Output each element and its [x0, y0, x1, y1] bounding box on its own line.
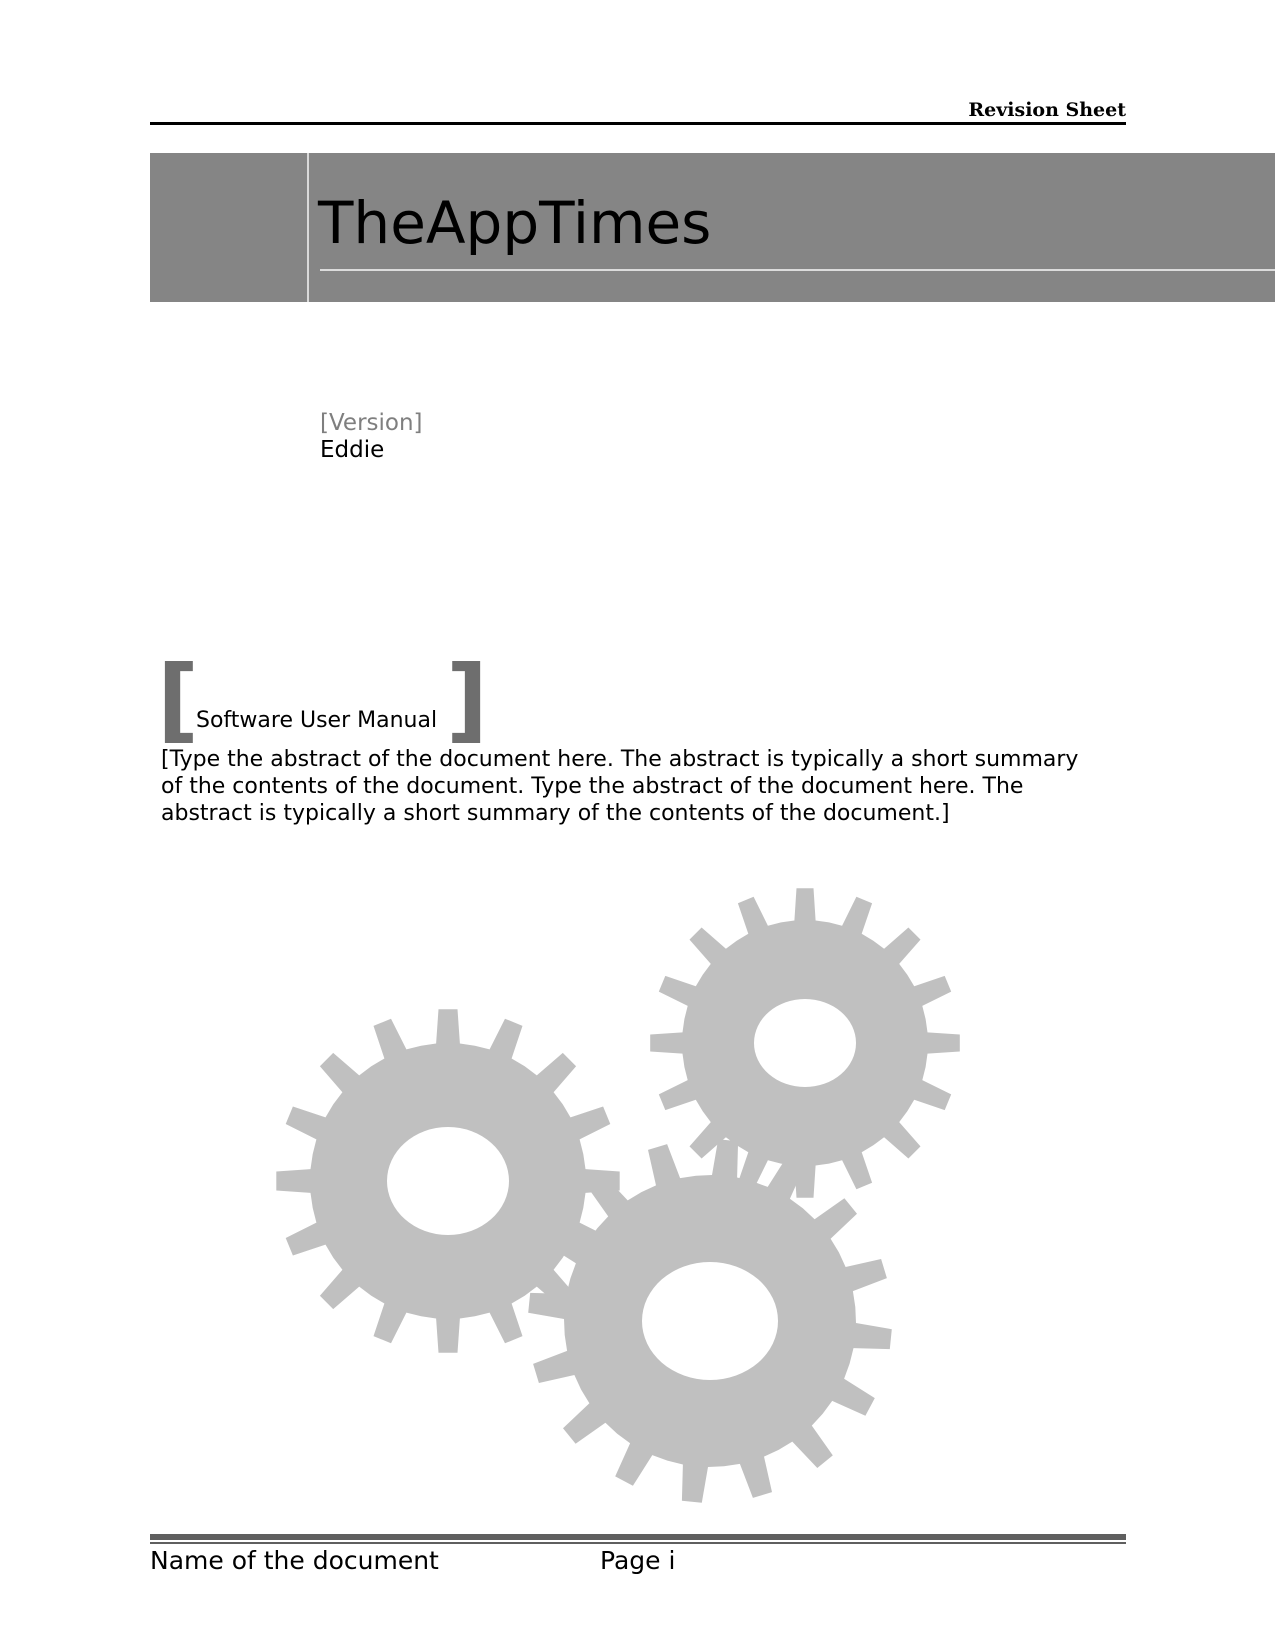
footer-rule-thin — [150, 1542, 1126, 1544]
running-header: Revision Sheet — [968, 99, 1126, 121]
version-placeholder: [Version] — [320, 410, 423, 436]
open-bracket-decoration: [ — [157, 646, 200, 753]
footer-rule — [150, 1534, 1126, 1540]
footer-page-number: Page i — [600, 1546, 676, 1575]
footer-document-name: Name of the document — [150, 1546, 439, 1575]
abstract-text: [Type the abstract of the document here. The abstract is typically a short summary of the contents of the document. Type the abstract of the document here. The abstract is typically a short summary of the contents of the document.] — [161, 747, 1079, 826]
gear-hole — [387, 1127, 509, 1235]
close-bracket-decoration: ] — [446, 646, 489, 753]
document-subtitle: Software User Manual — [196, 708, 438, 733]
gear-hole — [754, 999, 856, 1087]
document-title: TheAppTimes — [318, 189, 712, 257]
gear-hole — [642, 1262, 778, 1380]
author-name: Eddie — [320, 437, 385, 463]
